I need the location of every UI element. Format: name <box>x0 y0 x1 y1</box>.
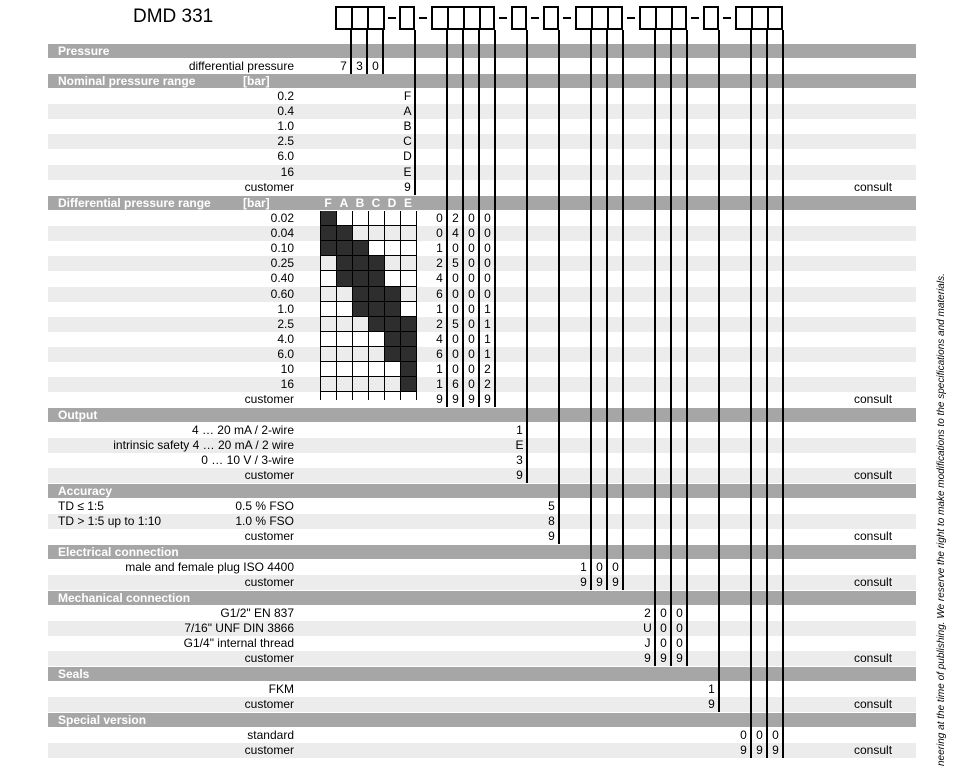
code-digit: 0 <box>468 316 475 331</box>
compatibility-cell-filled <box>384 302 400 317</box>
table-row <box>48 575 916 590</box>
table-row <box>48 377 916 392</box>
matrix-header-cell: D <box>387 196 397 210</box>
code-column-line <box>350 30 352 74</box>
section-header <box>48 591 916 605</box>
code-digit: F <box>403 89 412 103</box>
code-column-line <box>366 30 368 74</box>
section-unit: [bar] <box>243 74 270 88</box>
code-digit: 0 <box>452 271 459 286</box>
table-row <box>48 302 916 317</box>
row-label: 0.5 % FSO <box>235 499 294 513</box>
section-header <box>48 484 916 498</box>
compatibility-cell-filled <box>352 241 368 256</box>
table-row <box>48 453 916 468</box>
code-digit: 1 <box>484 301 491 316</box>
code-box-6 <box>575 6 623 30</box>
code-digit: 9 <box>740 743 747 758</box>
compatibility-cell-filled <box>384 287 400 302</box>
matrix-header-cell: A <box>339 196 349 210</box>
code-column-line <box>478 30 480 407</box>
row-label: customer <box>244 575 294 590</box>
section-title: Electrical connection <box>58 545 179 559</box>
side-note: neering at the time of publishing. We reserve the right to make modifications to the specifications and materials. <box>936 273 947 766</box>
section-header <box>48 713 916 727</box>
row-label: customer <box>244 651 294 666</box>
row-label: customer <box>244 743 294 758</box>
code-digit: 0 <box>468 346 475 361</box>
code-separator-dash <box>627 17 635 19</box>
code-separator-dash <box>499 17 507 19</box>
code-digit: 1 <box>436 241 443 256</box>
code-digit: 9 <box>468 392 475 407</box>
code-digit: 2 <box>436 256 443 271</box>
code-digit: E <box>515 438 524 453</box>
code-box-divider <box>591 8 593 28</box>
code-box-divider <box>607 8 609 28</box>
table-row <box>48 149 916 164</box>
section-header <box>48 196 916 210</box>
code-box-7 <box>639 6 687 30</box>
code-digit: 1 <box>436 362 443 376</box>
matrix-grid-line <box>416 211 417 400</box>
consult-note: consult <box>854 468 893 483</box>
table-row <box>48 226 916 241</box>
code-digit: 9 <box>708 697 715 712</box>
row-label: 2.5 <box>277 134 294 149</box>
row-label: 0 … 10 V / 3-wire <box>201 453 294 468</box>
compatibility-cell-filled <box>336 241 352 256</box>
code-digit: 3 <box>356 59 363 73</box>
matrix-grid-line <box>320 301 416 302</box>
code-digit: 6 <box>436 346 443 361</box>
row-condition: TD > 1:5 up to 1:10 <box>58 514 162 529</box>
code-digit: 0 <box>484 241 491 256</box>
code-box-divider <box>351 8 353 28</box>
matrix-grid-line <box>320 376 416 377</box>
code-digit: 9 <box>772 743 779 758</box>
code-box-divider <box>655 8 657 28</box>
code-digit: 0 <box>756 728 763 742</box>
code-digit: 4 <box>452 226 459 241</box>
code-digit: 4 <box>436 331 443 346</box>
code-digit: 0 <box>660 606 667 620</box>
row-label: standard <box>247 728 294 742</box>
code-digit: 0 <box>468 256 475 271</box>
compatibility-cell-filled <box>400 377 416 392</box>
code-digit: J <box>644 636 651 651</box>
code-digit: 0 <box>436 211 443 225</box>
table-row <box>48 332 916 347</box>
row-label: customer <box>244 697 294 712</box>
code-digit: 1 <box>516 423 523 437</box>
code-separator-dash <box>563 17 571 19</box>
code-digit: 9 <box>436 392 443 407</box>
code-digit: 1 <box>484 331 491 346</box>
code-digit: 2 <box>644 606 651 620</box>
code-digit: 0 <box>468 241 475 256</box>
table-row <box>48 347 916 362</box>
section-title: Seals <box>58 667 90 681</box>
code-digit: 9 <box>516 468 523 483</box>
code-digit: 0 <box>468 271 475 286</box>
code-digit: 0 <box>484 226 491 241</box>
section-title: Pressure <box>58 44 110 58</box>
code-digit: 0 <box>468 211 475 225</box>
table-row <box>48 728 916 743</box>
row-label: 0.40 <box>270 271 294 286</box>
table-row <box>48 362 916 377</box>
code-column-line <box>718 30 720 712</box>
code-digit: 2 <box>484 362 491 376</box>
compatibility-cell-filled <box>320 226 336 241</box>
table-row <box>48 256 916 271</box>
code-column-line <box>414 30 416 195</box>
section-header <box>48 74 916 88</box>
table-row <box>48 104 916 119</box>
table-row <box>48 89 916 104</box>
code-digit: 9 <box>676 651 683 666</box>
code-box-8 <box>703 6 719 30</box>
compatibility-cell-filled <box>352 256 368 271</box>
table-row <box>48 119 916 134</box>
code-digit: 0 <box>468 377 475 392</box>
code-digit: 0 <box>484 286 491 301</box>
code-digit: 6 <box>452 377 459 392</box>
section-unit: [bar] <box>243 196 270 210</box>
consult-note: consult <box>854 529 893 544</box>
code-digit: 2 <box>484 377 491 392</box>
consult-note: consult <box>854 697 893 712</box>
code-column-line <box>446 30 448 407</box>
code-column-line <box>766 30 768 758</box>
code-digit: A <box>403 104 412 119</box>
code-separator-dash <box>691 17 699 19</box>
code-digit: 0 <box>596 560 603 574</box>
code-box-divider <box>751 8 753 28</box>
section-title: Nominal pressure range <box>58 74 196 88</box>
table-row <box>48 317 916 332</box>
matrix-grid-line <box>320 331 416 332</box>
code-digit: 0 <box>468 301 475 316</box>
row-label: 1.0 <box>277 119 294 134</box>
code-digit: 1 <box>484 316 491 331</box>
code-digit: 0 <box>436 226 443 241</box>
matrix-grid-line <box>320 270 416 271</box>
section-header <box>48 667 916 681</box>
row-label: customer <box>244 529 294 544</box>
code-column-line <box>782 30 784 758</box>
compatibility-cell-filled <box>384 347 400 362</box>
row-label: differential pressure <box>188 59 294 73</box>
compatibility-cell-filled <box>368 287 384 302</box>
compatibility-cell-filled <box>336 226 352 241</box>
code-digit: 0 <box>484 256 491 271</box>
section-title: Differential pressure range <box>58 196 211 210</box>
row-label: 4 … 20 mA / 2-wire <box>191 423 294 437</box>
consult-note: consult <box>854 743 893 758</box>
code-box-divider <box>767 8 769 28</box>
table-row <box>48 682 916 697</box>
code-digit: 2 <box>452 211 459 225</box>
table-row <box>48 423 916 438</box>
code-box-5 <box>543 6 559 30</box>
code-digit: D <box>403 149 412 164</box>
code-separator-dash <box>419 17 427 19</box>
code-digit: 9 <box>452 392 459 407</box>
compatibility-cell-filled <box>368 256 384 271</box>
code-column-line <box>526 30 528 483</box>
code-separator-dash <box>531 17 539 19</box>
code-digit: U <box>643 621 652 636</box>
code-digit: 0 <box>484 211 491 225</box>
code-digit: 9 <box>404 179 411 194</box>
compatibility-cell-filled <box>400 362 416 377</box>
code-digit: 1 <box>436 301 443 316</box>
row-label: 16 <box>280 377 294 392</box>
compatibility-cell-filled <box>384 317 400 332</box>
code-digit: 6 <box>436 286 443 301</box>
compatibility-cell-filled <box>320 241 336 256</box>
row-label: 7/16" UNF DIN 3866 <box>184 621 294 636</box>
table-row <box>48 468 916 483</box>
code-digit: 9 <box>548 529 555 544</box>
row-label: customer <box>244 179 294 194</box>
code-digit: 1 <box>580 560 587 574</box>
compatibility-cell-filled <box>352 271 368 286</box>
table-row <box>48 560 916 575</box>
code-box-2 <box>399 6 415 30</box>
code-digit: 0 <box>452 346 459 361</box>
section-header <box>48 408 916 422</box>
compatibility-cell-filled <box>384 332 400 347</box>
row-label: G1/2" EN 837 <box>220 606 294 620</box>
code-digit: 1 <box>436 377 443 392</box>
code-digit: 0 <box>772 728 779 742</box>
compatibility-cell-filled <box>336 256 352 271</box>
section-header <box>48 44 916 58</box>
row-label: 0.10 <box>270 241 294 256</box>
code-column-line <box>494 30 496 407</box>
row-label: G1/4" internal thread <box>183 636 294 651</box>
table-row <box>48 134 916 149</box>
table-row <box>48 636 916 651</box>
row-label: 10 <box>280 362 294 376</box>
compatibility-cell-filled <box>400 317 416 332</box>
code-digit: 1 <box>484 346 491 361</box>
table-row <box>48 180 916 195</box>
table-row <box>48 271 916 286</box>
code-digit: 0 <box>452 286 459 301</box>
code-digit: 0 <box>468 362 475 376</box>
table-row <box>48 621 916 636</box>
section-title: Special version <box>58 713 147 727</box>
section-header <box>48 545 916 559</box>
code-digit: 0 <box>372 59 379 73</box>
code-column-line <box>686 30 688 666</box>
product-title: DMD 331 <box>133 6 214 27</box>
table-row <box>48 514 916 529</box>
table-row <box>48 697 916 712</box>
consult-note: consult <box>854 392 893 407</box>
code-box-3 <box>431 6 495 30</box>
row-label: intrinsic safety 4 … 20 mA / 2 wire <box>113 438 294 453</box>
table-row <box>48 287 916 302</box>
consult-note: consult <box>854 179 893 194</box>
code-separator-dash <box>388 17 396 19</box>
code-box-divider <box>479 8 481 28</box>
row-label: 16 <box>280 164 294 179</box>
code-digit: 2 <box>436 316 443 331</box>
section-title: Output <box>58 408 98 422</box>
compatibility-cell-filled <box>320 211 336 226</box>
code-digit: 0 <box>676 636 683 651</box>
row-label: 0.2 <box>277 89 294 103</box>
code-column-line <box>670 30 672 666</box>
table-row <box>48 529 916 544</box>
code-column-line <box>462 30 464 407</box>
matrix-grid-line <box>320 286 416 287</box>
table-row <box>48 651 916 666</box>
row-label: 1.0 % FSO <box>235 514 294 529</box>
row-label: 0.04 <box>270 226 294 241</box>
matrix-grid-line <box>320 361 416 362</box>
table-row <box>48 606 916 621</box>
code-column-line <box>654 30 656 666</box>
code-digit: 9 <box>484 392 491 407</box>
row-label: 4.0 <box>277 331 294 346</box>
row-label: customer <box>244 468 294 483</box>
code-digit: 0 <box>452 241 459 256</box>
table-row <box>48 438 916 453</box>
table-row <box>48 392 916 407</box>
compatibility-cell-filled <box>352 302 368 317</box>
matrix-header-cell: B <box>355 196 365 210</box>
code-column-line <box>750 30 752 758</box>
code-digit: 7 <box>340 59 347 73</box>
code-digit: 0 <box>660 621 667 636</box>
compatibility-cell-filled <box>368 317 384 332</box>
code-separator-dash <box>723 17 731 19</box>
row-label: 0.02 <box>270 211 294 225</box>
compatibility-cell-filled <box>352 287 368 302</box>
code-column-line <box>382 30 384 74</box>
code-digit: C <box>403 134 412 149</box>
table-row <box>48 211 916 226</box>
compatibility-cell-filled <box>400 332 416 347</box>
code-digit: E <box>403 164 412 179</box>
code-digit: 9 <box>612 575 619 590</box>
row-label: 1.0 <box>277 301 294 316</box>
matrix-header-cell: F <box>324 196 332 210</box>
row-label: 6.0 <box>277 149 294 164</box>
code-digit: 4 <box>436 271 443 286</box>
matrix-grid-line <box>320 346 416 347</box>
table-row <box>48 241 916 256</box>
code-digit: 1 <box>708 682 715 696</box>
matrix-header-cell: E <box>403 196 412 210</box>
compatibility-cell-filled <box>368 271 384 286</box>
matrix-grid-line <box>320 240 416 241</box>
matrix-grid-line <box>320 391 416 392</box>
code-box-1 <box>335 6 385 30</box>
row-label: FKM <box>268 682 294 696</box>
row-label: male and female plug ISO 4400 <box>125 560 294 574</box>
code-box-4 <box>511 6 527 30</box>
code-digit: 9 <box>660 651 667 666</box>
code-digit: 0 <box>484 271 491 286</box>
code-column-line <box>622 30 624 590</box>
matrix-grid-line <box>320 225 416 226</box>
section-title: Accuracy <box>58 484 113 498</box>
code-digit: B <box>403 119 412 134</box>
code-digit: 9 <box>596 575 603 590</box>
table-row <box>48 165 916 180</box>
row-label: 0.4 <box>277 104 294 119</box>
code-digit: 0 <box>740 728 747 742</box>
code-digit: 0 <box>452 362 459 376</box>
code-box-divider <box>463 8 465 28</box>
matrix-header-cell: C <box>371 196 381 210</box>
consult-note: consult <box>854 651 893 666</box>
code-digit: 0 <box>468 331 475 346</box>
table-row <box>48 743 916 758</box>
code-box-9 <box>735 6 783 30</box>
code-digit: 0 <box>676 606 683 620</box>
table-row <box>48 499 916 514</box>
code-column-line <box>590 30 592 590</box>
matrix-grid-line <box>320 316 416 317</box>
code-digit: 0 <box>452 331 459 346</box>
code-digit: 8 <box>548 514 555 529</box>
row-label: 2.5 <box>277 316 294 331</box>
code-box-divider <box>367 8 369 28</box>
code-digit: 5 <box>452 256 459 271</box>
compatibility-cell-filled <box>400 347 416 362</box>
code-column-line <box>606 30 608 590</box>
table-row <box>48 59 916 74</box>
row-label: 0.25 <box>270 256 294 271</box>
row-label: customer <box>244 392 294 407</box>
code-digit: 0 <box>612 560 619 574</box>
code-digit: 5 <box>548 499 555 513</box>
code-digit: 0 <box>660 636 667 651</box>
row-label: 0.60 <box>270 286 294 301</box>
compatibility-cell-filled <box>336 271 352 286</box>
code-column-line <box>558 30 560 544</box>
code-digit: 9 <box>756 743 763 758</box>
code-digit: 0 <box>676 621 683 636</box>
code-digit: 9 <box>580 575 587 590</box>
code-digit: 0 <box>468 286 475 301</box>
code-digit: 0 <box>468 226 475 241</box>
code-digit: 9 <box>644 651 651 666</box>
code-digit: 3 <box>516 453 523 468</box>
consult-note: consult <box>854 575 893 590</box>
row-label: 6.0 <box>277 346 294 361</box>
row-condition: TD ≤ 1:5 <box>58 499 104 513</box>
code-box-divider <box>447 8 449 28</box>
matrix-grid-line <box>320 255 416 256</box>
code-digit: 0 <box>452 301 459 316</box>
code-digit: 5 <box>452 316 459 331</box>
section-title: Mechanical connection <box>58 591 191 605</box>
compatibility-cell-filled <box>368 302 384 317</box>
code-box-divider <box>671 8 673 28</box>
